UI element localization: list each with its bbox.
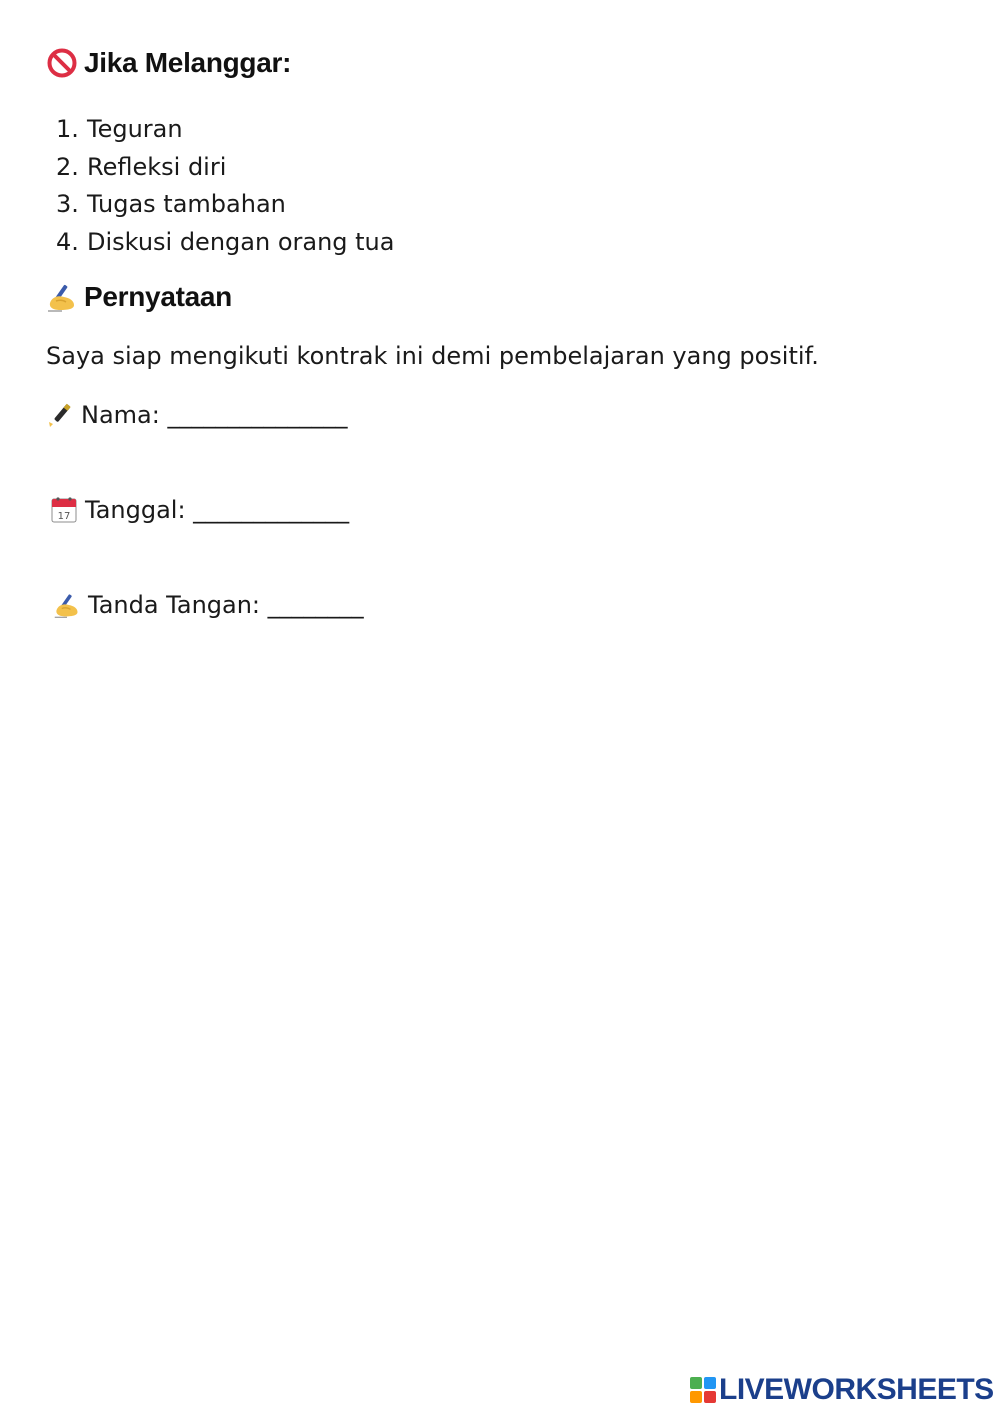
logo-text: LIVEWORKSHEETS bbox=[719, 1373, 994, 1406]
list-item-text: Refleksi diri bbox=[87, 152, 227, 181]
writing-hand-icon bbox=[52, 590, 82, 620]
liveworksheets-logo-icon bbox=[690, 1377, 716, 1403]
list-item bbox=[56, 224, 394, 262]
list-item bbox=[56, 186, 394, 224]
svg-text:17: 17 bbox=[57, 511, 71, 522]
name-field-label: Nama: _______________ bbox=[81, 401, 348, 429]
statement-text: Saya siap mengikuti kontrak ini demi pembelajaran yang positif. bbox=[46, 342, 819, 370]
list-item-number: 3. bbox=[56, 190, 79, 218]
signature-field-label: Tanda Tangan: ________ bbox=[88, 591, 364, 619]
prohibited-icon bbox=[46, 47, 78, 79]
list-item-number: 2. bbox=[56, 152, 79, 181]
date-field-label: Tanggal: _____________ bbox=[85, 496, 350, 524]
date-field bbox=[49, 495, 349, 525]
name-field bbox=[45, 400, 347, 430]
statement-title: Pernyataan bbox=[84, 281, 232, 312]
consequence-list bbox=[56, 111, 394, 261]
violation-title: Jika Melanggar: bbox=[84, 47, 292, 78]
list-item-text: Tugas tambahan bbox=[87, 190, 286, 218]
list-item-text: Diskusi dengan orang tua bbox=[87, 227, 395, 256]
signature-field bbox=[52, 590, 364, 620]
list-item-number: 4. bbox=[56, 227, 79, 256]
statement-heading bbox=[46, 281, 232, 313]
pen-icon bbox=[45, 400, 75, 430]
list-item-text: Teguran bbox=[87, 115, 183, 143]
list-item bbox=[56, 149, 394, 187]
violation-heading bbox=[46, 47, 291, 79]
writing-hand-icon bbox=[46, 281, 78, 313]
list-item-number: 1. bbox=[56, 115, 79, 143]
liveworksheets-logo[interactable] bbox=[690, 1373, 994, 1407]
calendar-icon bbox=[49, 495, 79, 525]
list-item bbox=[56, 111, 394, 149]
